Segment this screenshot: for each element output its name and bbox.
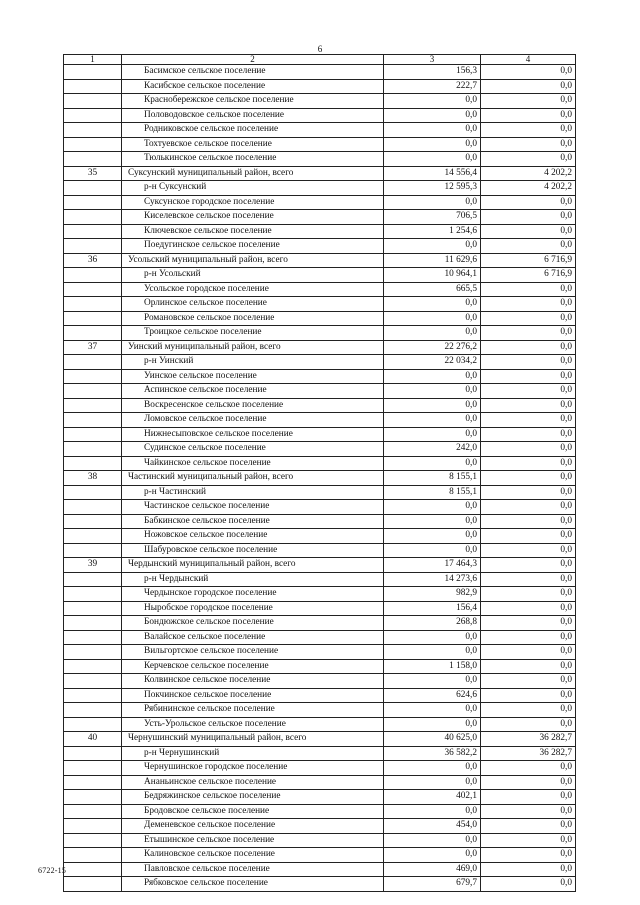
row-col4-value: 0,0 <box>481 862 576 877</box>
row-col3-value: 0,0 <box>384 311 481 326</box>
row-name: р-н Усольский <box>122 268 384 283</box>
row-col3-value: 0,0 <box>384 630 481 645</box>
row-name: Усольское городское поселение <box>122 282 384 297</box>
row-col3-value: 624,6 <box>384 688 481 703</box>
row-name: р-н Чердынский <box>122 572 384 587</box>
row-col4-value: 0,0 <box>481 340 576 355</box>
row-name: Ныробское городское поселение <box>122 601 384 616</box>
row-col3-value: 0,0 <box>384 326 481 341</box>
row-number <box>64 210 122 225</box>
table-row <box>64 355 576 370</box>
row-number <box>64 587 122 602</box>
row-name: Чердынский муниципальный район, всего <box>122 558 384 573</box>
table-row <box>64 543 576 558</box>
row-col3-value: 454,0 <box>384 819 481 834</box>
row-col3-value: 0,0 <box>384 152 481 167</box>
row-name: Басимское сельское поселение <box>122 65 384 80</box>
row-col4-value: 0,0 <box>481 311 576 326</box>
row-col4-value: 0,0 <box>481 384 576 399</box>
row-name: Родниковское сельское поселение <box>122 123 384 138</box>
row-name: Уинское сельское поселение <box>122 369 384 384</box>
table-row <box>64 558 576 573</box>
row-name: Бедряжинское сельское поселение <box>122 790 384 805</box>
row-col3-value: 0,0 <box>384 804 481 819</box>
row-name: Валайское сельское поселение <box>122 630 384 645</box>
row-col4-value: 6 716,9 <box>481 268 576 283</box>
row-col3-value: 36 582,2 <box>384 746 481 761</box>
row-col4-value: 0,0 <box>481 790 576 805</box>
row-number <box>64 268 122 283</box>
row-name: Суксунское городское поселение <box>122 195 384 210</box>
row-col4-value: 0,0 <box>481 833 576 848</box>
row-number <box>64 427 122 442</box>
table-row <box>64 761 576 776</box>
row-name: Частинское сельское поселение <box>122 500 384 515</box>
table-row <box>64 833 576 848</box>
row-col4-value: 0,0 <box>481 717 576 732</box>
row-col3-value: 0,0 <box>384 833 481 848</box>
table-row <box>64 210 576 225</box>
row-col3-value: 222,7 <box>384 79 481 94</box>
row-number <box>64 529 122 544</box>
row-col3-value: 1 158,0 <box>384 659 481 674</box>
row-name: Уинский муниципальный район, всего <box>122 340 384 355</box>
row-number <box>64 775 122 790</box>
table-row <box>64 79 576 94</box>
table-row <box>64 94 576 109</box>
row-col4-value: 0,0 <box>481 326 576 341</box>
table-row <box>64 572 576 587</box>
table-row <box>64 732 576 747</box>
row-number <box>64 630 122 645</box>
row-col4-value: 0,0 <box>481 500 576 515</box>
header-col-4: 4 <box>481 55 576 65</box>
row-number <box>64 326 122 341</box>
row-col3-value: 0,0 <box>384 703 481 718</box>
table-row <box>64 152 576 167</box>
row-name: р-н Уинский <box>122 355 384 370</box>
row-col3-value: 17 464,3 <box>384 558 481 573</box>
page-number: 6 <box>317 44 323 54</box>
row-name: Тюлькинское сельское поселение <box>122 152 384 167</box>
row-col3-value: 0,0 <box>384 427 481 442</box>
row-col4-value: 0,0 <box>481 195 576 210</box>
row-name: Рябковское сельское поселение <box>122 877 384 892</box>
table-row <box>64 427 576 442</box>
row-number <box>64 195 122 210</box>
row-number <box>64 65 122 80</box>
row-col3-value: 8 155,1 <box>384 485 481 500</box>
row-col4-value: 0,0 <box>481 848 576 863</box>
row-col4-value: 0,0 <box>481 224 576 239</box>
row-name: Воскресенское сельское поселение <box>122 398 384 413</box>
row-name: Рябининское сельское поселение <box>122 703 384 718</box>
table-row <box>64 674 576 689</box>
row-name: Бондюжское сельское поселение <box>122 616 384 631</box>
row-col3-value: 0,0 <box>384 94 481 109</box>
row-number: 39 <box>64 558 122 573</box>
row-name: Покчинское сельское поселение <box>122 688 384 703</box>
table-row <box>64 717 576 732</box>
table-row <box>64 819 576 834</box>
row-number <box>64 94 122 109</box>
row-col3-value: 22 034,2 <box>384 355 481 370</box>
table-row <box>64 746 576 761</box>
row-col3-value: 0,0 <box>384 123 481 138</box>
header-col-3: 3 <box>384 55 481 65</box>
row-col4-value: 0,0 <box>481 442 576 457</box>
row-col4-value: 0,0 <box>481 514 576 529</box>
row-col3-value: 14 556,4 <box>384 166 481 181</box>
table-row <box>64 616 576 631</box>
table-header-row <box>64 55 576 65</box>
table-row <box>64 790 576 805</box>
table-row <box>64 862 576 877</box>
table-row <box>64 848 576 863</box>
row-number <box>64 398 122 413</box>
row-number: 37 <box>64 340 122 355</box>
row-col3-value: 14 273,6 <box>384 572 481 587</box>
table-row <box>64 166 576 181</box>
row-col3-value: 268,8 <box>384 616 481 631</box>
row-name: Ломовское сельское поселение <box>122 413 384 428</box>
row-number <box>64 862 122 877</box>
row-col4-value: 0,0 <box>481 674 576 689</box>
row-col3-value: 469,0 <box>384 862 481 877</box>
row-col3-value: 0,0 <box>384 775 481 790</box>
row-number <box>64 514 122 529</box>
row-col3-value: 0,0 <box>384 848 481 863</box>
row-number <box>64 543 122 558</box>
row-col4-value: 0,0 <box>481 703 576 718</box>
row-col4-value: 0,0 <box>481 137 576 152</box>
row-number <box>64 833 122 848</box>
row-number <box>64 572 122 587</box>
row-col3-value: 0,0 <box>384 674 481 689</box>
row-number: 35 <box>64 166 122 181</box>
row-number <box>64 616 122 631</box>
table-row <box>64 529 576 544</box>
row-col4-value: 0,0 <box>481 616 576 631</box>
row-col3-value: 1 254,6 <box>384 224 481 239</box>
table-row <box>64 65 576 80</box>
table-row <box>64 804 576 819</box>
row-col3-value: 11 629,6 <box>384 253 481 268</box>
table-row <box>64 775 576 790</box>
row-name: Керчевское сельское поселение <box>122 659 384 674</box>
row-name: р-н Суксунский <box>122 181 384 196</box>
row-number <box>64 456 122 471</box>
header-col-1: 1 <box>64 55 122 65</box>
table-row <box>64 123 576 138</box>
table-row <box>64 311 576 326</box>
row-col4-value: 0,0 <box>481 427 576 442</box>
row-number <box>64 819 122 834</box>
row-number <box>64 659 122 674</box>
row-col4-value: 0,0 <box>481 456 576 471</box>
row-number <box>64 369 122 384</box>
row-col4-value: 0,0 <box>481 485 576 500</box>
row-col4-value: 0,0 <box>481 688 576 703</box>
row-col3-value: 10 964,1 <box>384 268 481 283</box>
table-row <box>64 587 576 602</box>
row-col4-value: 0,0 <box>481 413 576 428</box>
header-col-2: 2 <box>122 55 384 65</box>
row-col4-value: 0,0 <box>481 761 576 776</box>
row-col4-value: 0,0 <box>481 297 576 312</box>
row-col3-value: 0,0 <box>384 717 481 732</box>
row-name: Ананьинское сельское поселение <box>122 775 384 790</box>
row-number <box>64 181 122 196</box>
row-name: Чердынское городское поселение <box>122 587 384 602</box>
row-number: 38 <box>64 471 122 486</box>
row-name: р-н Частинский <box>122 485 384 500</box>
row-col4-value: 0,0 <box>481 152 576 167</box>
footer-code: 6722-15 <box>38 866 67 875</box>
row-name: Романовское сельское поселение <box>122 311 384 326</box>
row-number <box>64 224 122 239</box>
row-name: Тохтуевское сельское поселение <box>122 137 384 152</box>
row-name: Нижнесыповское сельское поселение <box>122 427 384 442</box>
row-name: р-н Чернушинский <box>122 746 384 761</box>
row-number <box>64 746 122 761</box>
table-row <box>64 181 576 196</box>
row-number <box>64 79 122 94</box>
row-col4-value: 0,0 <box>481 65 576 80</box>
row-col4-value: 0,0 <box>481 645 576 660</box>
table-row <box>64 384 576 399</box>
row-col4-value: 0,0 <box>481 877 576 892</box>
row-col4-value: 4 202,2 <box>481 181 576 196</box>
row-col3-value: 8 155,1 <box>384 471 481 486</box>
row-number <box>64 703 122 718</box>
row-name: Павловское сельское поселение <box>122 862 384 877</box>
table-row <box>64 442 576 457</box>
table-row <box>64 456 576 471</box>
row-col4-value: 0,0 <box>481 558 576 573</box>
row-col4-value: 36 282,7 <box>481 746 576 761</box>
row-col3-value: 0,0 <box>384 297 481 312</box>
row-col3-value: 12 595,3 <box>384 181 481 196</box>
row-number <box>64 804 122 819</box>
row-name: Чернушинский муниципальный район, всего <box>122 732 384 747</box>
row-col4-value: 0,0 <box>481 659 576 674</box>
row-number <box>64 790 122 805</box>
row-col4-value: 0,0 <box>481 239 576 254</box>
row-col3-value: 242,0 <box>384 442 481 457</box>
row-name: Половодовское сельское поселение <box>122 108 384 123</box>
row-col4-value: 0,0 <box>481 775 576 790</box>
table-row <box>64 471 576 486</box>
row-col3-value: 0,0 <box>384 108 481 123</box>
table-row <box>64 514 576 529</box>
table-row <box>64 224 576 239</box>
table-row <box>64 500 576 515</box>
row-col3-value: 0,0 <box>384 413 481 428</box>
row-name: Вильгортское сельское поселение <box>122 645 384 660</box>
row-number <box>64 297 122 312</box>
row-col3-value: 0,0 <box>384 761 481 776</box>
row-col4-value: 0,0 <box>481 79 576 94</box>
row-name: Калиновское сельское поселение <box>122 848 384 863</box>
table-row <box>64 326 576 341</box>
row-name: Частинский муниципальный район, всего <box>122 471 384 486</box>
row-number <box>64 485 122 500</box>
table-row <box>64 703 576 718</box>
row-number <box>64 848 122 863</box>
row-name: Усольский муниципальный район, всего <box>122 253 384 268</box>
row-col4-value: 0,0 <box>481 282 576 297</box>
row-col3-value: 0,0 <box>384 137 481 152</box>
row-col3-value: 0,0 <box>384 514 481 529</box>
row-number <box>64 137 122 152</box>
row-number <box>64 877 122 892</box>
row-col3-value: 22 276,2 <box>384 340 481 355</box>
row-name: Усть-Урольское сельское поселение <box>122 717 384 732</box>
row-col4-value: 0,0 <box>481 819 576 834</box>
table-row <box>64 688 576 703</box>
row-name: Судинское сельское поселение <box>122 442 384 457</box>
table-row <box>64 877 576 892</box>
row-number <box>64 152 122 167</box>
row-col3-value: 40 625,0 <box>384 732 481 747</box>
row-col3-value: 982,9 <box>384 587 481 602</box>
row-number <box>64 601 122 616</box>
row-col3-value: 402,1 <box>384 790 481 805</box>
row-col4-value: 0,0 <box>481 471 576 486</box>
row-number <box>64 413 122 428</box>
row-name: Киселевское сельское поселение <box>122 210 384 225</box>
row-col4-value: 0,0 <box>481 529 576 544</box>
row-col4-value: 0,0 <box>481 572 576 587</box>
table-row <box>64 108 576 123</box>
row-col3-value: 0,0 <box>384 239 481 254</box>
row-col4-value: 0,0 <box>481 369 576 384</box>
row-number <box>64 311 122 326</box>
row-name: Етышинское сельское поселение <box>122 833 384 848</box>
row-name: Шабуровское сельское поселение <box>122 543 384 558</box>
table-row <box>64 398 576 413</box>
table-row <box>64 645 576 660</box>
row-col4-value: 0,0 <box>481 587 576 602</box>
row-number <box>64 442 122 457</box>
table-row <box>64 282 576 297</box>
row-col3-value: 0,0 <box>384 543 481 558</box>
row-col3-value: 156,3 <box>384 65 481 80</box>
row-name: Троицкое сельское поселение <box>122 326 384 341</box>
table-row <box>64 297 576 312</box>
table-row <box>64 195 576 210</box>
row-name: Аспинское сельское поселение <box>122 384 384 399</box>
row-name: Бабкинское сельское поселение <box>122 514 384 529</box>
row-col3-value: 0,0 <box>384 369 481 384</box>
row-col4-value: 0,0 <box>481 601 576 616</box>
row-col3-value: 0,0 <box>384 398 481 413</box>
row-col3-value: 0,0 <box>384 195 481 210</box>
row-name: Касибское сельское поселение <box>122 79 384 94</box>
row-col3-value: 0,0 <box>384 529 481 544</box>
row-col3-value: 156,4 <box>384 601 481 616</box>
row-col3-value: 679,7 <box>384 877 481 892</box>
row-col3-value: 0,0 <box>384 500 481 515</box>
row-name: Ключевское сельское поселение <box>122 224 384 239</box>
table-row <box>64 413 576 428</box>
row-name: Суксунский муниципальный район, всего <box>122 166 384 181</box>
row-col3-value: 0,0 <box>384 645 481 660</box>
row-col4-value: 0,0 <box>481 210 576 225</box>
row-col4-value: 0,0 <box>481 543 576 558</box>
row-col4-value: 4 202,2 <box>481 166 576 181</box>
row-name: Ножовское сельское поселение <box>122 529 384 544</box>
row-col4-value: 0,0 <box>481 123 576 138</box>
table-row <box>64 485 576 500</box>
row-number <box>64 384 122 399</box>
row-name: Поедугинское сельское поселение <box>122 239 384 254</box>
row-col4-value: 0,0 <box>481 630 576 645</box>
row-name: Деменевское сельское поселение <box>122 819 384 834</box>
row-name: Бродовское сельское поселение <box>122 804 384 819</box>
table-row <box>64 253 576 268</box>
row-number <box>64 239 122 254</box>
row-number <box>64 108 122 123</box>
table-row <box>64 268 576 283</box>
row-col4-value: 0,0 <box>481 398 576 413</box>
row-number <box>64 688 122 703</box>
row-name: Чернушинское городское поселение <box>122 761 384 776</box>
row-col4-value: 36 282,7 <box>481 732 576 747</box>
row-number: 36 <box>64 253 122 268</box>
table-row <box>64 340 576 355</box>
row-name: Орлинское сельское поселение <box>122 297 384 312</box>
budget-table <box>63 54 576 892</box>
table-row <box>64 239 576 254</box>
row-name: Чайкинское сельское поселение <box>122 456 384 471</box>
row-name: Краснобережское сельское поселение <box>122 94 384 109</box>
row-number: 40 <box>64 732 122 747</box>
row-col4-value: 0,0 <box>481 94 576 109</box>
table-row <box>64 137 576 152</box>
row-number <box>64 282 122 297</box>
row-col3-value: 665,5 <box>384 282 481 297</box>
row-number <box>64 500 122 515</box>
row-col3-value: 0,0 <box>384 384 481 399</box>
table-row <box>64 369 576 384</box>
row-name: Колвинское сельское поселение <box>122 674 384 689</box>
row-col4-value: 0,0 <box>481 108 576 123</box>
table-row <box>64 601 576 616</box>
table-row <box>64 659 576 674</box>
row-number <box>64 717 122 732</box>
table-row <box>64 630 576 645</box>
row-number <box>64 761 122 776</box>
row-col4-value: 0,0 <box>481 804 576 819</box>
row-col4-value: 6 716,9 <box>481 253 576 268</box>
row-number <box>64 674 122 689</box>
row-col4-value: 0,0 <box>481 355 576 370</box>
row-number <box>64 645 122 660</box>
row-number <box>64 123 122 138</box>
row-col3-value: 706,5 <box>384 210 481 225</box>
row-col3-value: 0,0 <box>384 456 481 471</box>
row-number <box>64 355 122 370</box>
